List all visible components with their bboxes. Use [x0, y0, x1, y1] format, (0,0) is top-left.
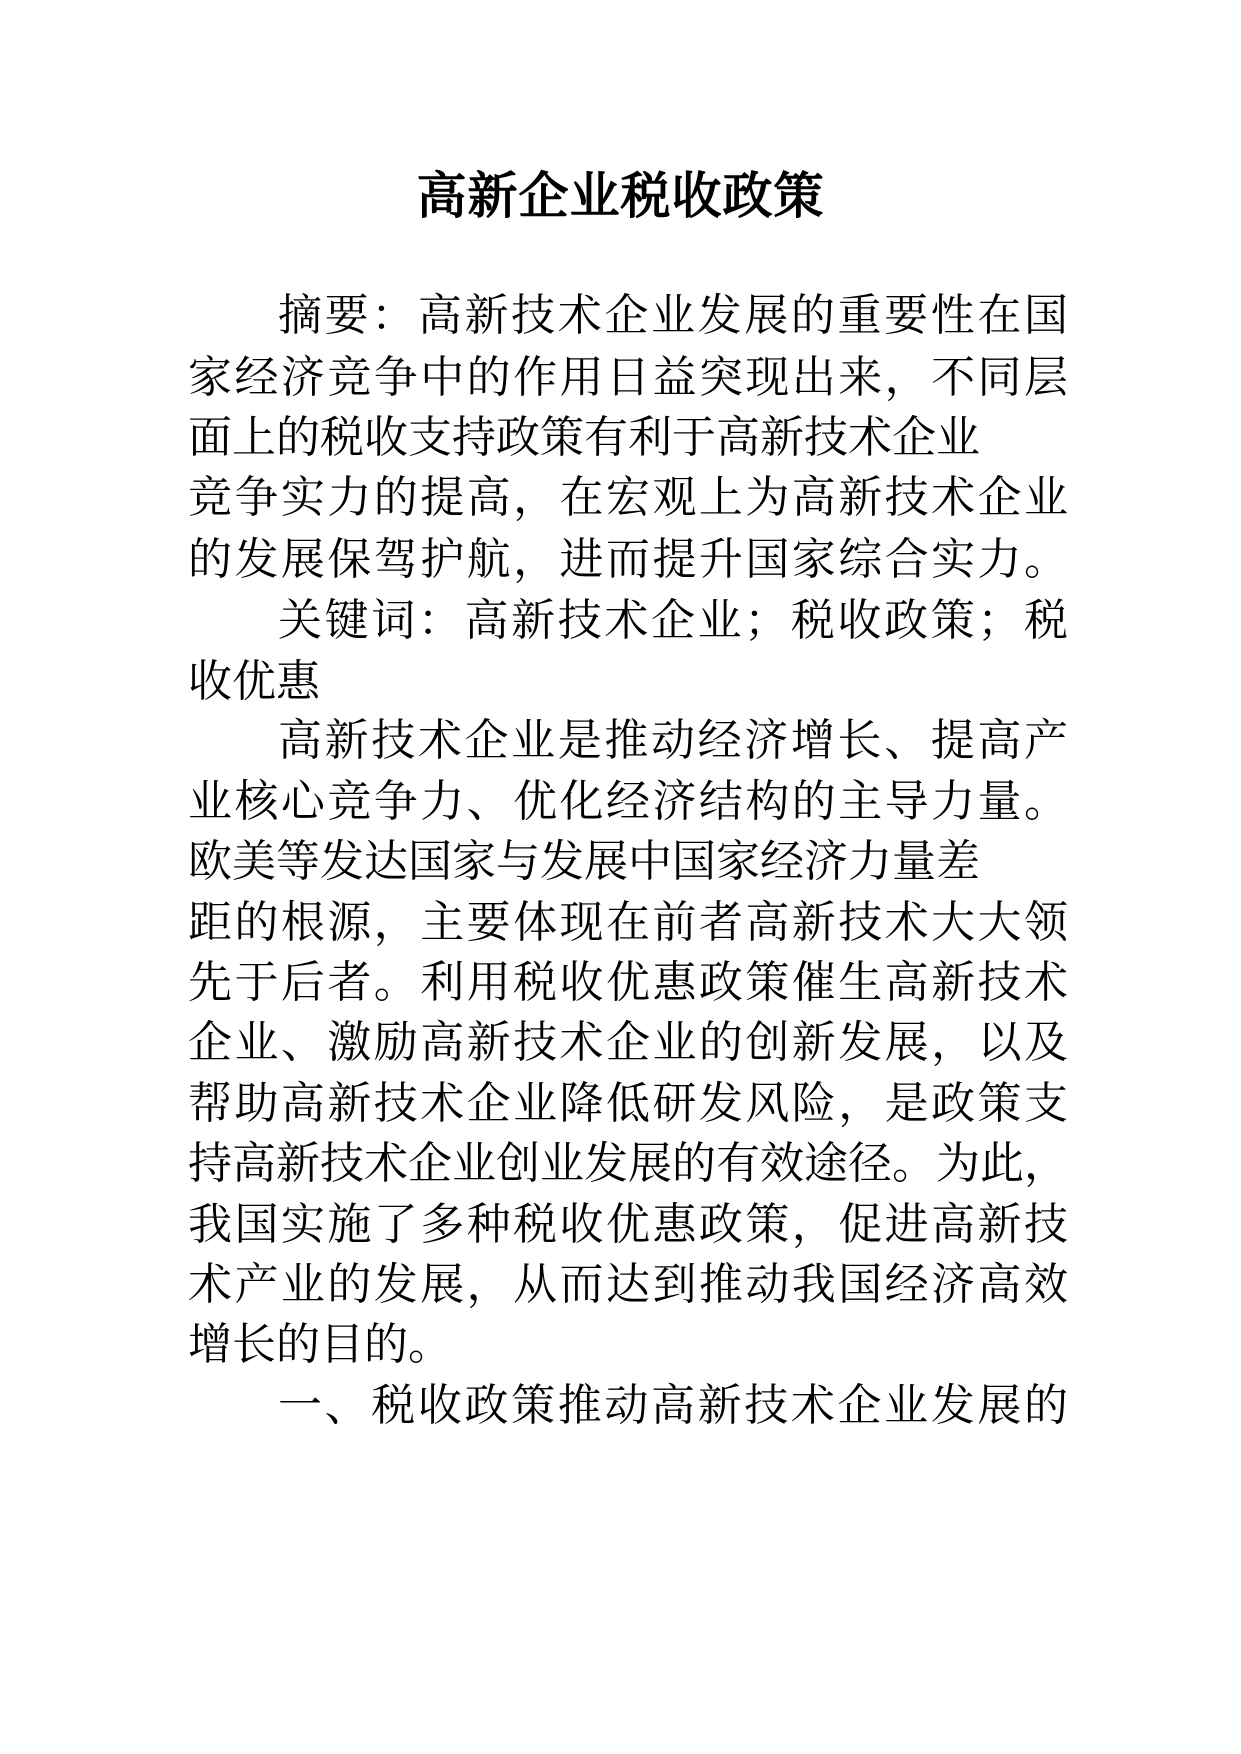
- body-line-10: 术产业的发展，从而达到推动我国经济高效: [188, 1259, 1068, 1310]
- body-line-5: 先于后者。利用税收优惠政策催生高新技术: [188, 957, 1068, 1008]
- abstract-line-4: 竞争实力的提高，在宏观上为高新技术企业: [188, 472, 1068, 523]
- section-heading-1: 一、税收政策推动高新技术企业发展的: [278, 1380, 1068, 1431]
- body-line-11: 增长的目的。: [188, 1319, 452, 1370]
- body-line-1: 高新技术企业是推动经济增长、提高产: [278, 715, 1068, 766]
- body-line-3: 欧美等发达国家与发展中国家经济力量差: [188, 836, 980, 887]
- body-line-4: 距的根源，主要体现在前者高新技术大大领: [188, 897, 1068, 948]
- abstract-line-3: 面上的税收支持政策有利于高新技术企业: [188, 412, 980, 463]
- abstract-line-1: 摘要：高新技术企业发展的重要性在国: [278, 290, 1068, 341]
- body-line-6: 企业、激励高新技术企业的创新发展，以及: [188, 1017, 1068, 1068]
- body-line-8: 持高新技术企业创业发展的有效途径。为此，: [188, 1138, 1068, 1189]
- abstract-line-2: 家经济竞争中的作用日益突现出来，不同层: [188, 352, 1068, 403]
- body-line-9: 我国实施了多种税收优惠政策，促进高新技: [188, 1199, 1068, 1250]
- abstract-line-5: 的发展保驾护航，进而提升国家综合实力。: [188, 534, 1068, 585]
- keywords-line-1: 关键词：高新技术企业；税收政策；税: [278, 595, 1068, 646]
- body-line-2: 业核心竞争力、优化经济结构的主导力量。: [188, 776, 1068, 827]
- body-line-7: 帮助高新技术企业降低研发风险，是政策支: [188, 1078, 1068, 1129]
- keywords-line-2: 收优惠: [188, 656, 320, 707]
- document-title: 高新企业税收政策: [416, 166, 825, 225]
